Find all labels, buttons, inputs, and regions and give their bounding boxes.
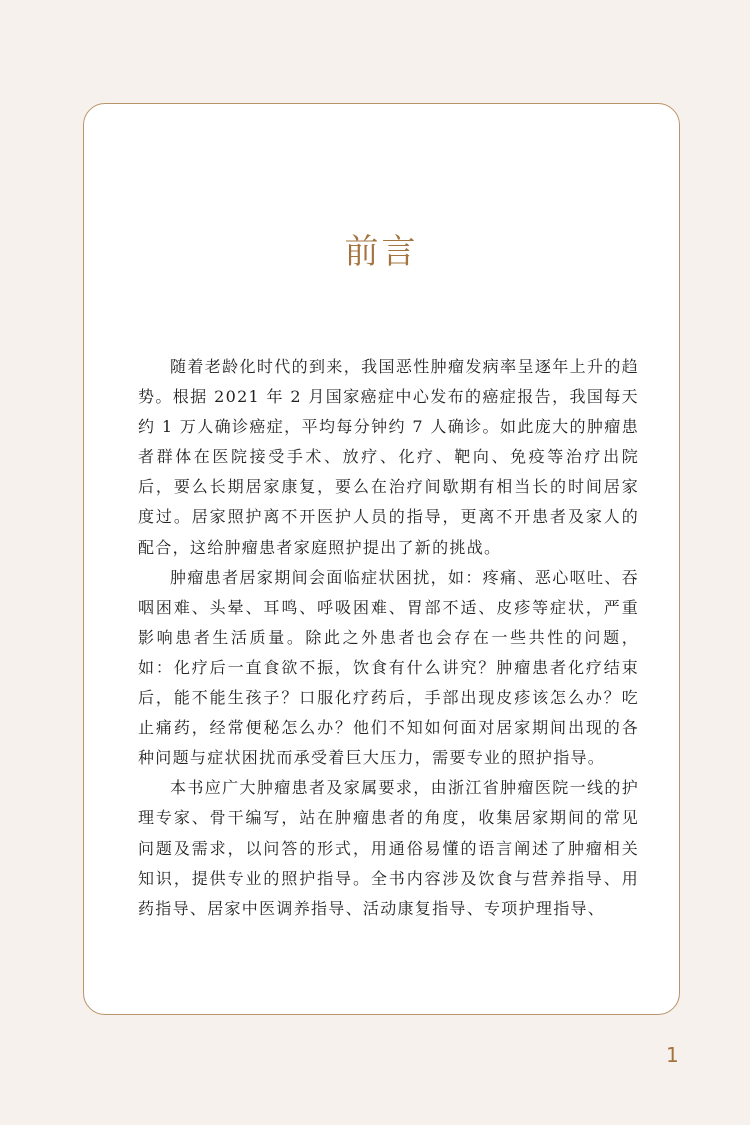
- paragraph-1: 随着老龄化时代的到来，我国恶性肿瘤发病率呈逐年上升的趋势。根据 2021 年 2 月国家癌症中心发布的癌症报告，我国每天约 1 万人确诊癌症，平均每分钟约 7 人确诊。如此庞大的肿瘤患者群体在医院接受手术、放疗、化疗、靶向、免疫等治疗出院后，要么长期居家康复，要么在治疗间歇期有相当长的时间居家度过。居家照护离不开医护人员的指导，更离不开患者及家人的配合，这给肿瘤患者家庭照护提出了新的挑战。: [138, 357, 639, 557]
- page-title: 前言: [344, 232, 419, 272]
- preface-body: [138, 352, 639, 924]
- paragraph-2: 肿瘤患者居家期间会面临症状困扰，如：疼痛、恶心呕吐、吞咽困难、头晕、耳鸣、呼吸困难、胃部不适、皮疹等症状，严重影响患者生活质量。除此之外患者也会存在一些共性的问题，如：化疗后一直食欲不振，饮食有什么讲究？肿瘤患者化疗结束后，能不能生孩子？口服化疗药后，手部出现皮疹该怎么办？吃止痛药，经常便秘怎么办？他们不知如何面对居家期间出现的各种问题与症状困扰而承受着巨大压力，需要专业的照护指导。: [138, 567, 639, 768]
- content-card: [83, 103, 680, 1015]
- page-number: 1: [666, 1043, 679, 1067]
- paragraph-3: 本书应广大肿瘤患者及家属要求，由浙江省肿瘤医院一线的护理专家、骨干编写，站在肿瘤患者的角度，收集居家期间的常见问题及需求，以问答的形式，用通俗易懂的语言阐述了肿瘤相关知识，提供专业的照护指导。全书内容涉及饮食与营养指导、用药指导、居家中医调养指导、活动康复指导、专项护理指导、: [138, 778, 639, 918]
